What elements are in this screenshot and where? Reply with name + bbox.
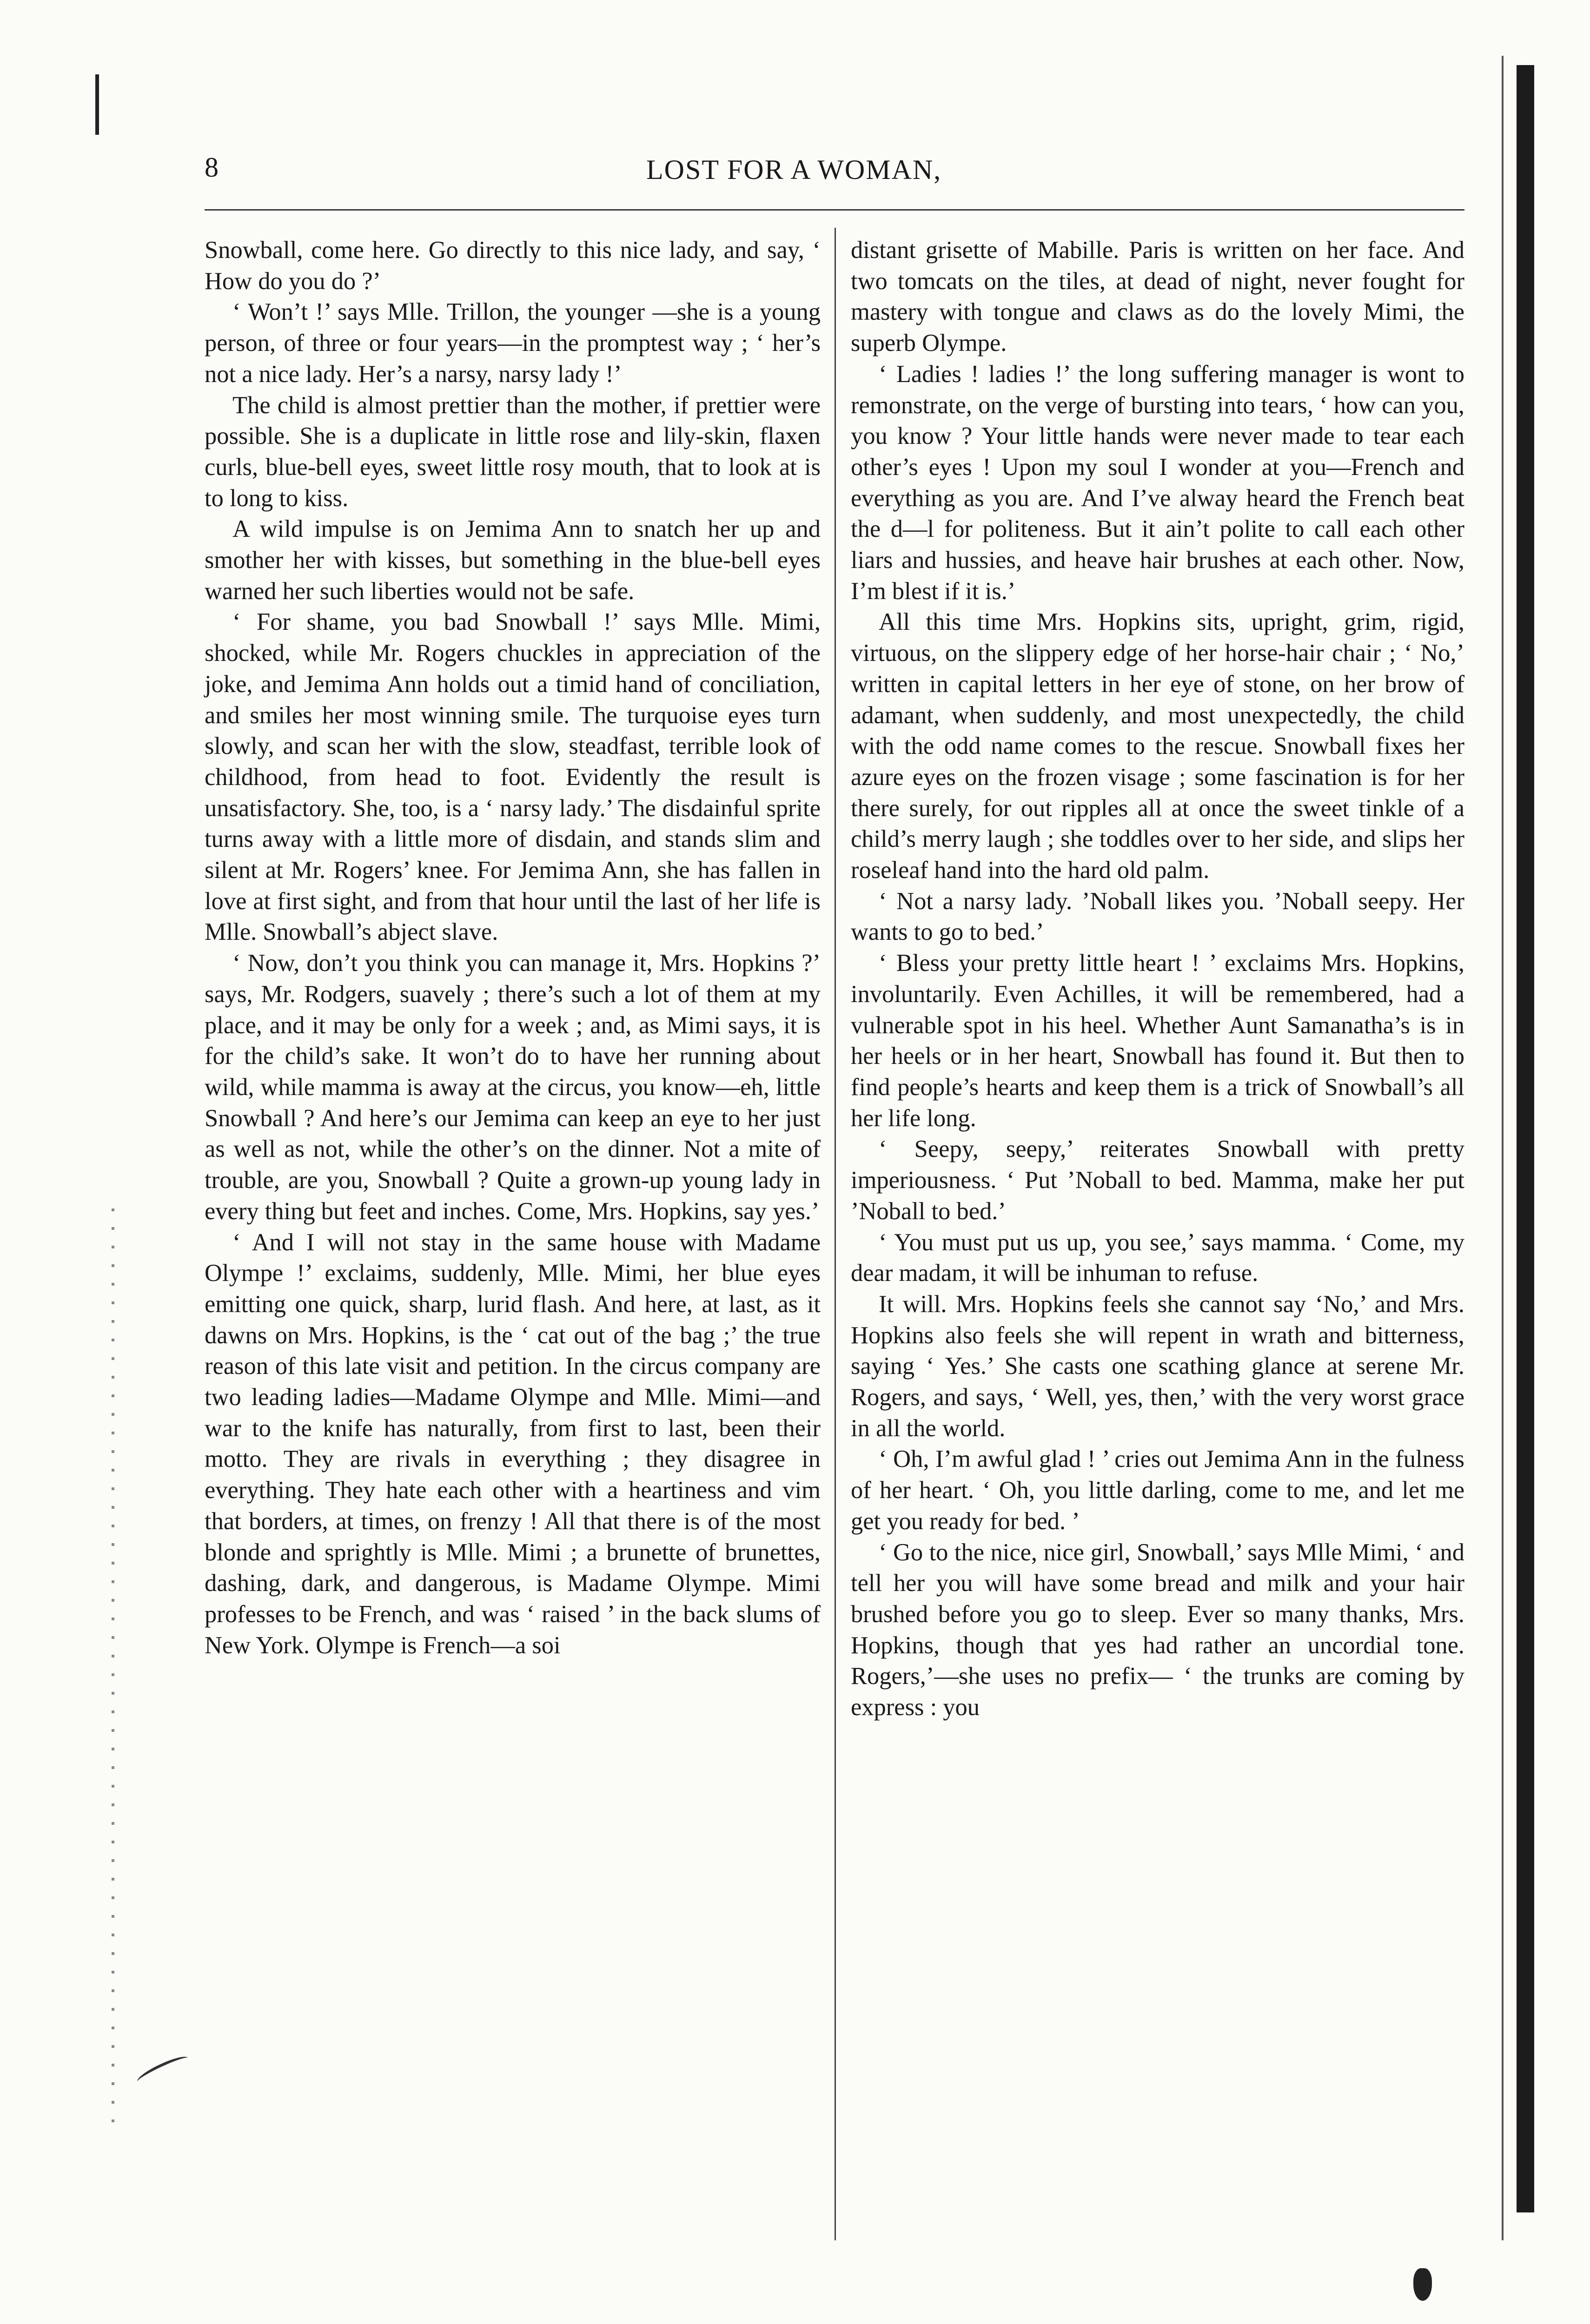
paragraph: ‘ Seepy, seepy,’ reiterates Snowball with pretty imperiousness. ‘ Put ’Noball to bed. Mamma, make her put ’Noball to bed.’ — [851, 1136, 1464, 1225]
paragraph: A wild impulse is on Jemima Ann to snatch her up and smother her with kisses, but something in the blue-bell eyes warned her such liberties would not be safe. — [205, 515, 821, 605]
paragraph: ‘ You must put us up, you see,’ says mamma. ‘ Come, my dear madam, it will be inhuman to refuse. — [851, 1228, 1464, 1287]
paragraph: ‘ Oh, I’m awful glad ! ’ cries out Jemima Ann in the fulness of her heart. ‘ Oh, you little darling, come to me, and let me get you ready for bed. ’ — [851, 1446, 1464, 1535]
paragraph: The child is almost prettier than the mother, if prettier were possible. She is a duplicate in little rose and lily-skin, flaxen curls, blue-bell eyes, sweet little rosy mouth, that to look at is to long to kiss. — [205, 391, 821, 512]
margin-pencil-dots — [112, 1208, 114, 2138]
paragraph: ‘ Won’t !’ says Mlle. Trillon, the younger —she is a young person, of three or four years—in the promptest way ; ‘ her’s not a nice lady. Her’s a narsy, narsy lady !’ — [205, 298, 821, 388]
paragraph: ‘ Bless your pretty little heart ! ’ exclaims Mrs. Hopkins, involuntarily. Even Achilles, it will be remembered, had a vulnerable spot in his heel. Whether Aunt Samanatha’s is in her heels or in her heart, Snowball has found it. But then to find people’s hearts and keep them is a trick of Snowball’s all her life long. — [851, 950, 1464, 1132]
paragraph: ‘ Not a narsy lady. ’Noball likes you. ’Noball seepy. Her wants to go to bed.’ — [851, 887, 1464, 946]
paragraph: All this time Mrs. Hopkins sits, upright, grim, rigid, virtuous, on the slippery edge of her horse-hair chair ; ‘ No,’ written in capital letters in her eye of stone, on her brow of adamant, when suddenly, and most unexpectedly, the child with the odd name comes to the rescue. Snowball fixes her azure eyes on the frozen visage ; some fascination is for her there surely, for out ripples all at once the sweet tinkle of a child’s merry laugh ; she toddles over to her side, and slips her roseleaf hand into the hard old palm. — [851, 608, 1464, 884]
column-rule — [835, 228, 836, 2240]
binding-edge — [1517, 65, 1534, 2212]
paragraph: ‘ And I will not stay in the same house with Madame Olympe !’ exclaims, suddenly, Mlle. Mimi, her blue eyes emitting one quick, sharp, lurid flash. And here, at last, as it dawns on Mrs. Hopkins, is the ‘ cat out of the bag ;’ the true reason of this late visit and petition. In the circus company are two leading ladies—Madame Olympe and Mlle. Mimi—and war to the knife has naturally, from first to last, been their motto. They are rivals in everything ; they disagree in everything. They hate each other with a heartiness and vim that borders, at times, on frenzy ! All that there is of the most blonde and sprightly is Mlle. Mimi ; a brunette of brunettes, dashing, dark, and dangerous, is Madame Olympe. Mimi professes to be French, and was ‘ raised ’ in the back slums of New York. Olympe is French—a soi — [205, 1228, 821, 1659]
paragraph: distant grisette of Mabille. Paris is written on her face. And two tomcats on the tiles, at dead of night, never fought for mastery with tongue and claws as do the lovely Mimi, the superb Olympe. — [851, 237, 1464, 357]
scan-edge-mark — [95, 74, 99, 135]
header-rule — [205, 209, 1464, 211]
paragraph: ‘ For shame, you bad Snowball !’ says Mlle. Mimi, shocked, while Mr. Rogers chuckles in appreciation of the joke, and Jemima Ann holds out a timid hand of conciliation, and smiles her most winning smile. The turquoise eyes turn slowly, and scan her with the slow, steadfast, terrible look of childhood, from head to foot. Evidently the result is unsatisfactory. She, too, is a ‘ narsy lady.’ The disdainful sprite turns away with a little more of disdain, and stands slim and silent at Mr. Rogers’ knee. For Jemima Ann, she has fallen in love at first sight, and from that hour until the last of her life is Mlle. Snowball’s abject slave. — [205, 608, 821, 946]
paragraph: Snowball, come here. Go directly to this nice lady, and say, ‘ How do you do ?’ — [205, 237, 821, 295]
paragraph: ‘ Ladies ! ladies !’ the long suffering manager is wont to remonstrate, on the verge of bursting into tears, ‘ how can you, you know ? Your little hands were never made to tear each other’s eyes ! Upon my soul I wonder at you—French and everything as you are. And I’ve alway heard the French beat the d—l for politeness. But it ain’t polite to call each other liars and hussies, and heave hair brushes at each other. Now, I’m blest if it is.’ — [851, 360, 1464, 605]
binding-shadow — [1502, 56, 1504, 2240]
paragraph: It will. Mrs. Hopkins feels she cannot say ‘No,’ and Mrs. Hopkins also feels she will repent in wrath and bitterness, saying ‘ Yes.’ She casts one scathing glance at serene Mr. Rogers, and says, ‘ Well, yes, then,’ with the very worst grace in all the world. — [851, 1290, 1464, 1442]
paragraph: ‘ Go to the nice, nice girl, Snowball,’ says Mlle Mimi, ‘ and tell her you will have some bread and milk and your hair brushed before you go to sleep. Ever so many thanks, Mrs. Hopkins, though that yes had rather an uncordial tone. Rogers,’—she uses no prefix— ‘ the trunks are coming by express : you — [851, 1538, 1464, 1721]
ink-blot — [1413, 2268, 1432, 2301]
left-column — [205, 235, 821, 1661]
right-column — [851, 235, 1464, 1723]
margin-pencil-mark — [135, 2053, 191, 2087]
paragraph: ‘ Now, don’t you think you can manage it, Mrs. Hopkins ?’ says, Mr. Rodgers, suavely ; there’s such a lot of them at my place, and it may be only for a week ; and, as Mimi says, it is for the child’s sake. It won’t do to have her running about wild, while mamma is away at the circus, you know—eh, little Snowball ? And here’s our Jemima can keep an eye to her just as well as not, while the other’s on the dinner. Not a mite of trouble, are you, Snowball ? Quite a grown-up young lady in every thing but feet and inches. Come, Mrs. Hopkins, say yes.’ — [205, 950, 821, 1225]
page-number: 8 — [205, 152, 219, 183]
running-head: LOST FOR A WOMAN, — [646, 154, 942, 185]
